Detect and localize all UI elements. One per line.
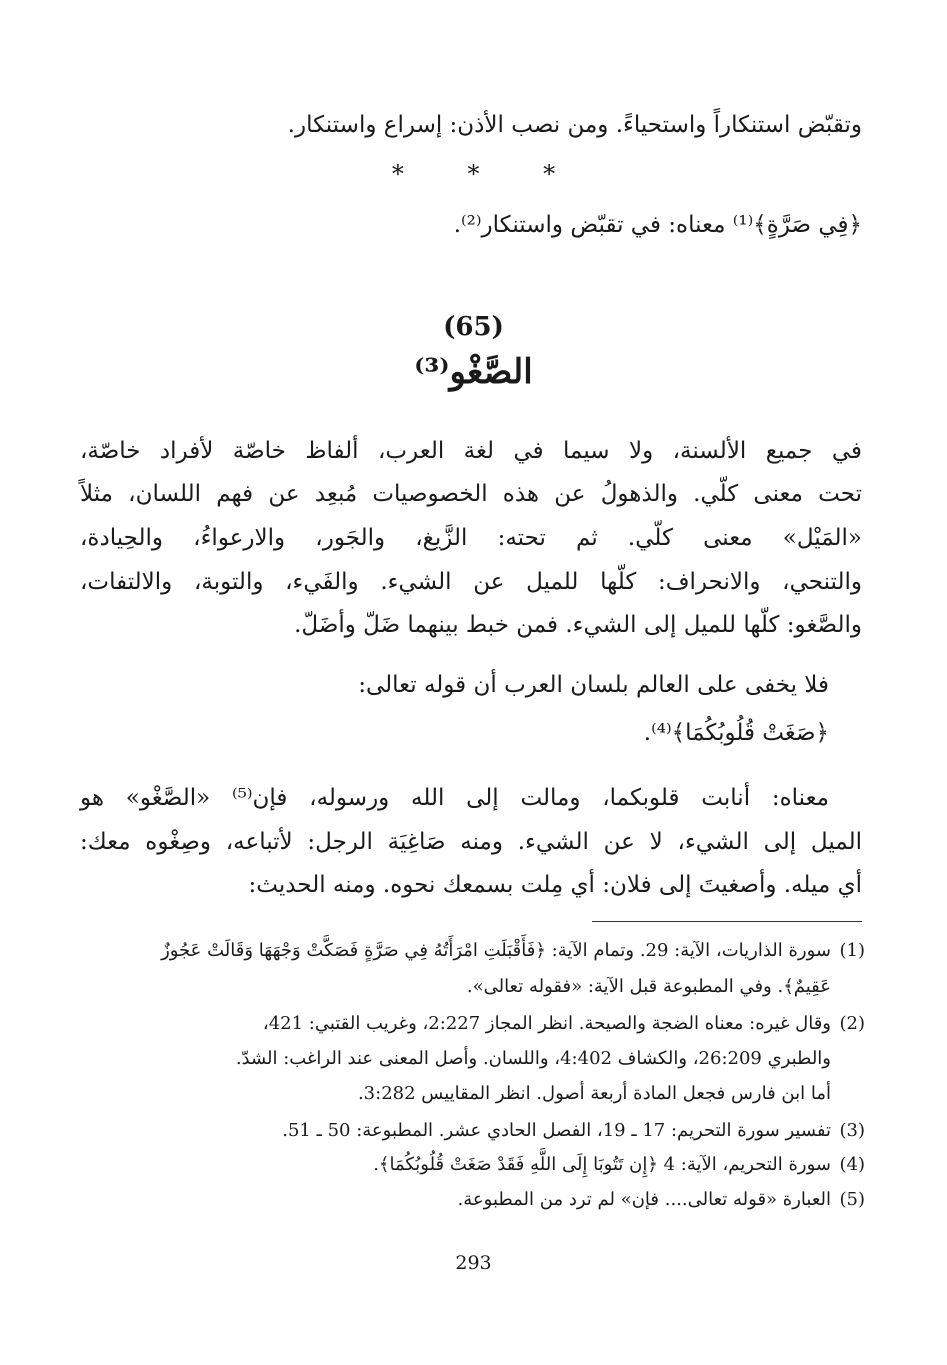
paragraph-line: «المَيْل» معنى كلّي. ثم تحته: الزَّيغ، والجَور، والارعواءُ، والحِيادة، (80, 525, 862, 551)
footnote-number: (4) (839, 1154, 865, 1175)
paragraph-line: تحت معنى كلّي. والذهولُ عن هذه الخصوصيات مُبعِد عن فهم اللسان، مثلاً (80, 481, 862, 507)
footnote-2-cont: والطبري 26:209، والكشاف 4:402، واللسان. وأصل المعنى عند الراغب: الشدّ. (235, 1048, 831, 1069)
footnote-number: (3) (839, 1120, 865, 1141)
paragraph-line: الميل إلى الشيء، لا عن الشيء. ومنه صَاغِيَة الرجل: لأتباعه، وصِغْوه معك: (80, 829, 862, 855)
footnote-number: (5) (839, 1189, 865, 1210)
gloss-line: ﴿فِي صَرَّةٍ﴾⁽¹⁾ معناه: في تقبّض واستنكار⁽²⁾. (453, 212, 862, 238)
footnote-text: وقال غيره: معناه الضجة والصيحة. انظر المجاز 2:227، وغريب القتبي: 421، (262, 1013, 831, 1034)
paragraph-line: والتنحي، والانحراف: كلّها للميل عن الشيء. والفَيء، والتوبة، والالتفات، (80, 569, 862, 595)
paragraph-line: فلا يخفى على العالم بلسان العرب أن قوله تعالى: (358, 672, 829, 698)
footnote-text: العبارة «قوله تعالى.... فإن» لم ترد من المطبوعة. (457, 1189, 831, 1210)
footnote-2-cont: أما ابن فارس فجعل المادة أربعة أصول. انظر المقاييس 3:282. (357, 1083, 831, 1104)
paragraph-line: معناه: أنابت قلوبكما، ومالت إلى الله ورسوله، فإن⁽⁵⁾ «الصَّغْو» هو (80, 785, 829, 811)
entry-title: الصَّغْو⁽³⁾ (414, 352, 533, 392)
footnote-text: سورة الذاريات، الآية: 29. وتمام الآية: ﴿فَأَقْبَلَتِ امْرَأَتُهُ فِي صَرَّةٍ فَصَكَّتْ وَجْهَهَا وَقَالَتْ عَجُوزٌ (161, 940, 831, 961)
footnote-divider (592, 921, 862, 922)
quran-quote: ﴿صَغَتْ قُلُوبُكُمَا﴾⁽⁴⁾. (643, 720, 829, 746)
paragraph-line: أي ميله. وأصغيتَ إلى فلان: أي مِلت بسمعك نحوه. ومنه الحديث: (248, 872, 862, 898)
section-separator: * * * (391, 160, 584, 188)
footnote-5 (70, 1189, 865, 1210)
footnote-text: سورة التحريم، الآية: 4 ﴿إِن تَتُوبَا إِلَى اللَّهِ فَقَدْ صَغَتْ قُلُوبُكُمَا﴾. (373, 1154, 831, 1175)
footnote-1-cont: عَقِيمٌ﴾. وفي المطبوعة قبل الآية: «فقوله تعالى». (466, 976, 831, 997)
footnote-3 (70, 1120, 865, 1141)
paragraph-line: في جميع الألسنة، ولا سيما في لغة العرب، ألفاظ خاصّة لأفراد خاصّة، (80, 438, 862, 464)
footnote-number: (2) (839, 1013, 865, 1034)
page-number: 293 (455, 1252, 492, 1274)
footnote-4 (70, 1154, 865, 1175)
entry-number: (65) (443, 312, 504, 342)
text-line: وتقبّض استنكاراً واستحياءً. ومن نصب الأذن: إسراع واستنكار. (287, 112, 862, 138)
footnote-text: تفسير سورة التحريم: 17 ـ 19، الفصل الحادي عشر. المطبوعة: 50 ـ 51. (282, 1120, 831, 1141)
footnote-number: (1) (839, 940, 865, 961)
footnote-2 (70, 1013, 865, 1034)
footnote-1 (70, 940, 865, 961)
paragraph-line: والصَّغو: كلّها للميل إلى الشيء. فمن خبط بينهما ضَلّ وأضَلّ. (294, 612, 862, 638)
